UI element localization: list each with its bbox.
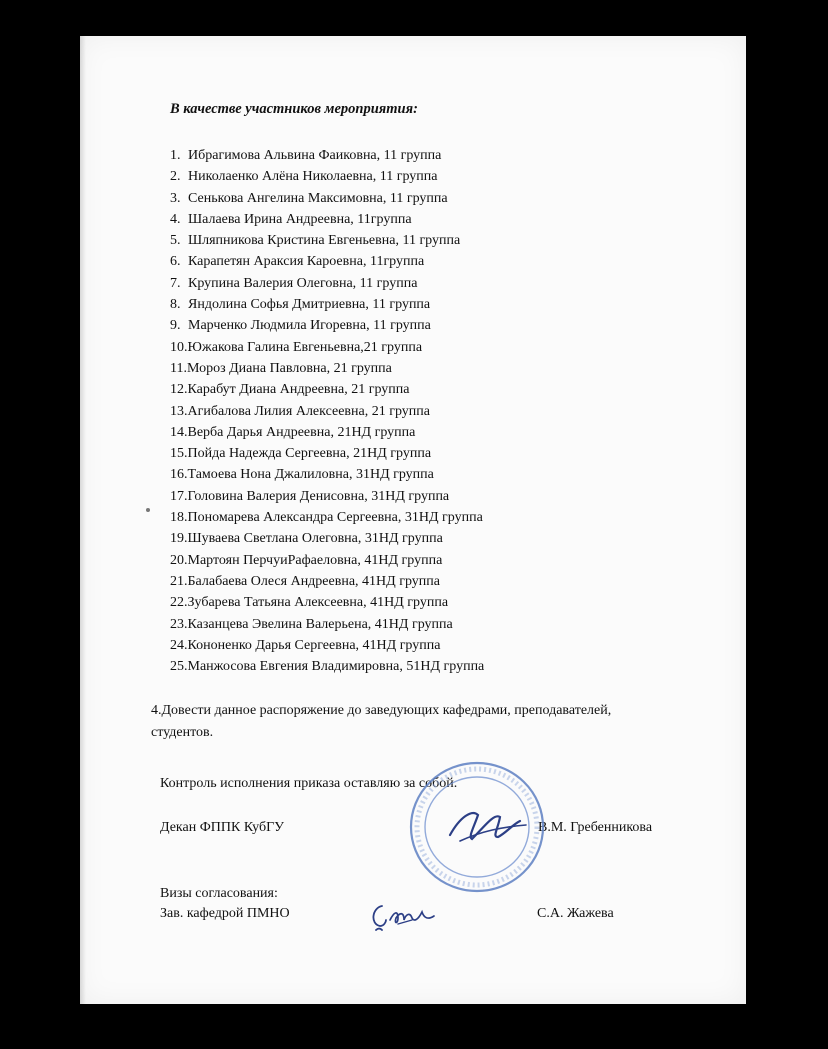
list-item-number: 12.: [170, 382, 188, 398]
instruction-paragraph: 4.Довести данное распоряжение до заведующих кафедрами, преподавателей, студентов.: [151, 703, 612, 740]
list-item: [170, 614, 484, 635]
list-item: [170, 188, 484, 209]
list-item-number: 8.: [170, 297, 181, 313]
list-item-text: Манжосова Евгения Владимировна, 51НД группа: [187, 659, 485, 675]
list-item-number: 25.: [170, 659, 188, 675]
list-item-number: 2.: [170, 169, 181, 185]
dean-title: Декан ФППК КубГУ: [160, 820, 285, 835]
list-item: [170, 166, 484, 187]
list-item-text: Пойда Надежда Сергеевна, 21НД группа: [187, 446, 432, 462]
list-item-text: Шляпникова Кристина Евгеньевна, 11 группа: [188, 233, 461, 249]
list-item: [170, 656, 484, 677]
list-item: [170, 592, 484, 613]
handwritten-signature: [368, 898, 438, 936]
list-item-text: Головина Валерия Денисовна, 31НД группа: [187, 488, 450, 504]
list-item-number: 6.: [170, 254, 181, 270]
list-item-number: 17.: [170, 488, 188, 504]
list-item: [170, 528, 484, 549]
list-item: [170, 507, 484, 528]
list-item-text: Тамоева Нона Джалиловна, 31НД группа: [187, 467, 434, 483]
list-item-text: Николаенко Алёна Николаевна, 11 группа: [188, 169, 438, 185]
list-item-text: Шуваева Светлана Олеговна, 31НД группа: [187, 531, 443, 547]
list-item-number: 13.: [170, 403, 188, 419]
list-item-number: 3.: [170, 190, 181, 206]
list-item: [170, 230, 484, 251]
list-item: [170, 315, 484, 336]
list-item-text: Казанцева Эвелина Валерьена, 41НД группа: [187, 616, 453, 632]
list-item: [170, 422, 484, 443]
list-item-number: 21.: [170, 573, 188, 589]
list-item-text: Карапетян Араксия Кароевна, 11группа: [188, 254, 425, 270]
list-item: [170, 379, 484, 400]
list-item-number: 23.: [170, 616, 188, 632]
list-item-text: Верба Дарья Андреевна, 21НД группа: [187, 424, 416, 440]
list-item-number: 1.: [170, 148, 181, 163]
list-item-text: Балабаева Олеся Андреевна, 41НД группа: [187, 573, 440, 589]
participants-list: [170, 145, 484, 677]
list-item: [170, 209, 484, 230]
page-edge-shadow: [80, 36, 86, 1004]
list-item: [170, 571, 484, 592]
list-item-text: Пономарева Александра Сергеевна, 31НД группа: [187, 510, 483, 526]
list-item-number: 5.: [170, 233, 181, 249]
list-item: [170, 145, 484, 166]
list-item-number: 14.: [170, 424, 188, 440]
list-item: [170, 443, 484, 464]
list-item-number: 19.: [170, 531, 188, 547]
approvals-label: Визы согласования:: [160, 886, 278, 901]
list-item-number: 24.: [170, 637, 188, 653]
list-item-number: 16.: [170, 467, 188, 483]
participants-heading: В качестве участников мероприятия:: [170, 101, 418, 117]
list-item: [170, 251, 484, 272]
list-item: [170, 273, 484, 294]
list-item: [170, 294, 484, 315]
list-item-text: Сенькова Ангелина Максимовна, 11 группа: [188, 190, 448, 206]
head-title: Зав. кафедрой ПМНО: [160, 906, 290, 921]
list-item: [170, 486, 484, 507]
list-item: [170, 635, 484, 656]
list-item-number: 7.: [170, 275, 181, 291]
list-item-text: Карабут Диана Андреевна, 21 группа: [187, 382, 410, 398]
list-item-text: Мартоян ПерчуиРафаеловна, 41НД группа: [187, 552, 443, 568]
list-item-text: Кононенко Дарья Сергеевна, 41НД группа: [187, 637, 441, 653]
list-item-number: 20.: [170, 552, 188, 568]
round-stamp: [402, 757, 552, 897]
head-name: С.А. Жажева: [537, 906, 614, 921]
list-item-text: Мороз Диана Павловна, 21 группа: [186, 360, 392, 376]
list-item-text: Ибрагимова Альвина Фаиковна, 11 группа: [188, 148, 442, 163]
list-item: [170, 337, 484, 358]
list-item: [170, 358, 484, 379]
list-item: [170, 550, 484, 571]
list-item: [170, 464, 484, 485]
list-item-text: Яндолина Софья Дмитриевна, 11 группа: [188, 297, 431, 313]
list-item-number: 4.: [170, 211, 181, 227]
list-item: [170, 401, 484, 422]
list-item-text: Шалаева Ирина Андреевна, 11группа: [188, 211, 412, 227]
control-statement: Контроль исполнения приказа оставляю за собой.: [160, 776, 458, 791]
list-item-number: 10.: [170, 339, 188, 355]
list-item-text: Агибалова Лилия Алексеевна, 21 группа: [187, 403, 430, 419]
list-item-number: 11.: [170, 360, 187, 376]
list-item-text: Марченко Людмила Игоревна, 11 группа: [188, 318, 431, 334]
margin-mark: [146, 508, 150, 512]
list-item-number: 22.: [170, 595, 188, 611]
list-item-number: 15.: [170, 446, 188, 462]
dean-name: В.М. Гребенникова: [538, 820, 653, 835]
list-item-text: Южакова Галина Евгеньевна,21 группа: [187, 339, 423, 355]
list-item-number: 18.: [170, 510, 188, 526]
list-item-text: Крупина Валерия Олеговна, 11 группа: [188, 275, 418, 291]
list-item-text: Зубарева Татьяна Алексеевна, 41НД группа: [187, 595, 449, 611]
list-item-number: 9.: [170, 318, 181, 334]
